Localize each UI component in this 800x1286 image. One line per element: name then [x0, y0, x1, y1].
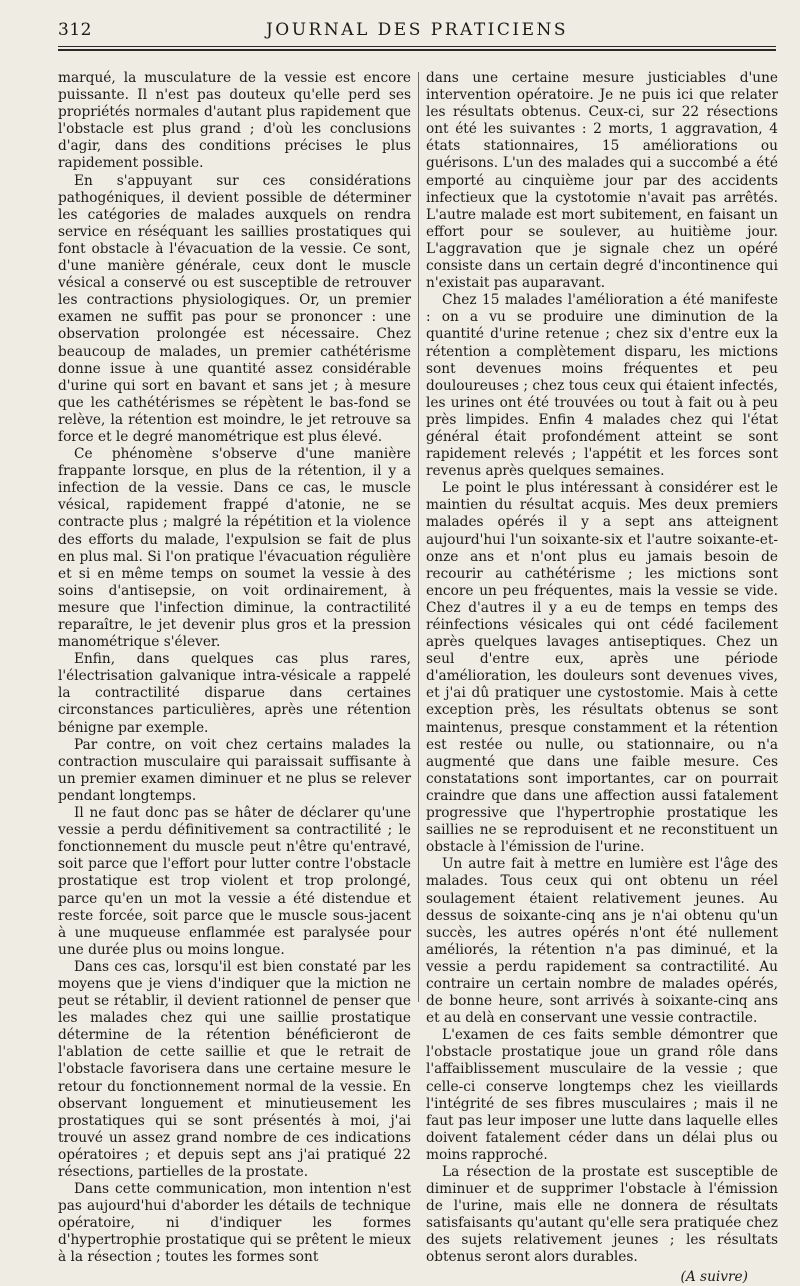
paragraph: Dans cette communication, mon intention n'est pas aujourd'hui d'aborder les détails de technique opératoire, ni d'indiquer les formes d'hypertrophie prostatique qui se prêtent le mieux à la résection ; toutes les formes sont [58, 1181, 411, 1266]
paragraph: dans une certaine mesure justiciables d'une intervention opératoire. Je ne puis ici que relater les résultats obtenus. Ceux-ci, sur 22 résections ont été les suivantes : 2 morts, 1 aggravation, 4 états stationnaires, 15 améliorations ou guérisons. L'un des malades qui a succombé a été emporté au cinquième jour par des accidents infectieux que la cystotomie n'avait pas arrêtés. L'autre malade est mort subitement, en faisant un effort pour se soulever, au huitième jour. L'aggravation que je signale chez un opéré consiste dans un certain degré d'incontinence qui n'existait pas auparavant. [426, 70, 778, 292]
left-column [58, 70, 411, 1266]
paragraph: Un autre fait à mettre en lumière est l'âge des malades. Tous ceux qui ont obtenu un réel soulagement étaient relativement jeunes. Au dessus de soixante-cinq ans je n'ai obtenu qu'un succès, les autres opérés n'ont été nullement améliorés, la rétention n'a pas diminué, et la vessie a perdu rapidement sa contractilité. Au contraire un certain nombre de malades opérés, de bonne heure, sont arrivés à soixante-cinq ans et au delà en conservant une vessie contractile. [426, 856, 778, 1027]
paragraph: Par contre, on voit chez certains malades la contraction musculaire qui paraissait suffisante à un premier examen diminuer et ne plus se relever pendant longtemps. [58, 736, 411, 804]
paragraph: Il ne faut donc pas se hâter de déclarer qu'une vessie a perdu définitivement sa contractilité ; le fonctionnement du muscle peut n'être qu'entravé, soit parce que l'effort pour lutter contre l'obstacle prostatique est trop violent et trop prolongé, parce qu'en un mot la vessie a été distendue et reste forcée, soit parce que le muscle sous-jacent à une muqueuse enflammée est paralysée pour une durée plus ou moins longue. [58, 805, 411, 958]
paragraph: Chez 15 malades l'amélioration a été manifeste : on a vu se produire une diminution de la quantité d'urine retenue ; chez six d'entre eux la rétention a complètement disparu, les mictions sont devenues moins fréquentes et peu douloureuses ; chez tous ceux qui étaient infectés, les urines ont été trouvées ou tout à fait ou à peu près limpides. Enfin 4 malades chez qui l'état général était profondément atteint se sont rapidement relevés ; l'appétit et les forces sont revenus après quelques semaines. [426, 292, 778, 480]
paragraph: L'examen de ces faits semble démontrer que l'obstacle prostatique joue un grand rôle dans l'affaiblissement musculaire de la vessie ; que celle-ci conserve longtemps chez les vieillards l'intégrité de ses fibres musculaires ; mais il ne faut pas leur imposer une lutte dans laquelle elles doivent fatalement céder dans un délai plus ou moins rapproché. [426, 1027, 778, 1163]
page-header [58, 20, 776, 44]
paragraph: La résection de la prostate est susceptible de diminuer et de supprimer l'obstacle à l'émission de l'urine, mais elle ne donnera de résultats satisfaisants qu'autant qu'elle sera pratiquée chez des sujets relativement jeunes ; les résultats obtenus seront alors durables. [426, 1164, 778, 1266]
paragraph: En s'appuyant sur ces considérations pathogéniques, il devient possible de déterminer les catégories de malades auxquels on rendra service en réséquant les saillies prostatiques qui font obstacle à l'évacuation de la vessie. Ce sont, d'une manière générale, ceux dont le muscle vésical a conservé ou est susceptible de retrouver les contractions physiologiques. Or, un premier examen ne suffit pas pour se prononcer : une observation prolongée est nécessaire. Chez beaucoup de malades, un premier cathétérisme donne issue à une quantité assez considérable d'urine qui sort en bavant et sans jet ; à mesure que les cathétérismes se répètent le bas-fond se relève, la rétention est moindre, le jet retrouve sa force et le degré manométrique est plus élevé. [58, 172, 411, 445]
header-rule [58, 46, 776, 51]
to-be-continued: (A suivre) [680, 1268, 748, 1285]
paragraph: Enfin, dans quelques cas plus rares, l'électrisation galvanique intra-vésicale a rappelé la contractilité disparue dans certaines circonstances particulières, après une rétention bénigne par exemple. [58, 651, 411, 736]
paragraph: Dans ces cas, lorsqu'il est bien constaté par les moyens que je viens d'indiquer que la miction ne peut se rétablir, il devient rationnel de penser que les malades chez qui une saillie prostatique détermine de la rétention bénéficieront de l'ablation de cette saillie et que le retrait de l'obstacle favorisera dans une certaine mesure le retour du fonctionnement normal de la vessie. En observant longuement et minutieusement les prostatiques qui se sont présentés à moi, j'ai trouvé un assez grand nombre de ces indications opératoires ; et depuis sept ans j'ai pratiqué 22 résections, partielles de la prostate. [58, 958, 411, 1180]
paragraph: marqué, la musculature de la vessie est encore puissante. Il n'est pas douteux qu'elle perd ses propriétés normales d'autant plus rapidement que l'obstacle est plus grand ; d'où les conclusions d'agir, dans des conditions précises le plus rapidement possible. [58, 70, 411, 172]
journal-title: JOURNAL DES PRATICIENS [265, 20, 569, 40]
paragraph: Ce phénomène s'observe d'une manière frappante lorsque, en plus de la rétention, il y a infection de la vessie. Dans ce cas, le muscle vésical, rapidement frappé d'atonie, ne se contracte plus ; malgré la répétition et la violence des efforts du malade, l'expulsion se fait de plus en plus mal. Si l'on pratique l'évacuation régulière et si en même temps on soumet la vessie à des soins d'antisepsie, on voit ordinairement, à mesure que l'infection diminue, la contractilité reparaître, le jet devenir plus gros et la pression manométrique s'élever. [58, 446, 411, 651]
page-number: 312 [58, 20, 92, 40]
paragraph: Le point le plus intéressant à considérer est le maintien du résultat acquis. Mes deux premiers malades opérés il y a sept ans atteignent aujourd'hui l'un soixante-six et l'autre soixante-et-onze ans et n'ont plus eu jamais besoin de recourir au cathétérisme ; les mictions sont encore un peu fréquentes, mais la vessie se vide. Chez d'autres il y a eu de temps en temps des réinfections vésicales qui ont cédé facilement après quelques lavages antiseptiques. Chez un seul d'entre eux, après une période d'amélioration, les douleurs sont devenues vives, et j'ai dû pratiquer une cystostomie. Mais à cette exception près, les résultats obtenus se sont maintenus, presque constamment et la rétention est restée ou nulle, ou stationnaire, ou n'a augmenté que dans une faible mesure. Ces constatations sont importantes, car on pourrait craindre que dans une affection aussi fatalement progressive que l'hypertrophie prostatique les saillies ne se reproduisent et ne reconstituent un obstacle à l'émission de l'urine. [426, 480, 778, 856]
column-divider [418, 72, 419, 1002]
right-column [426, 70, 778, 1285]
